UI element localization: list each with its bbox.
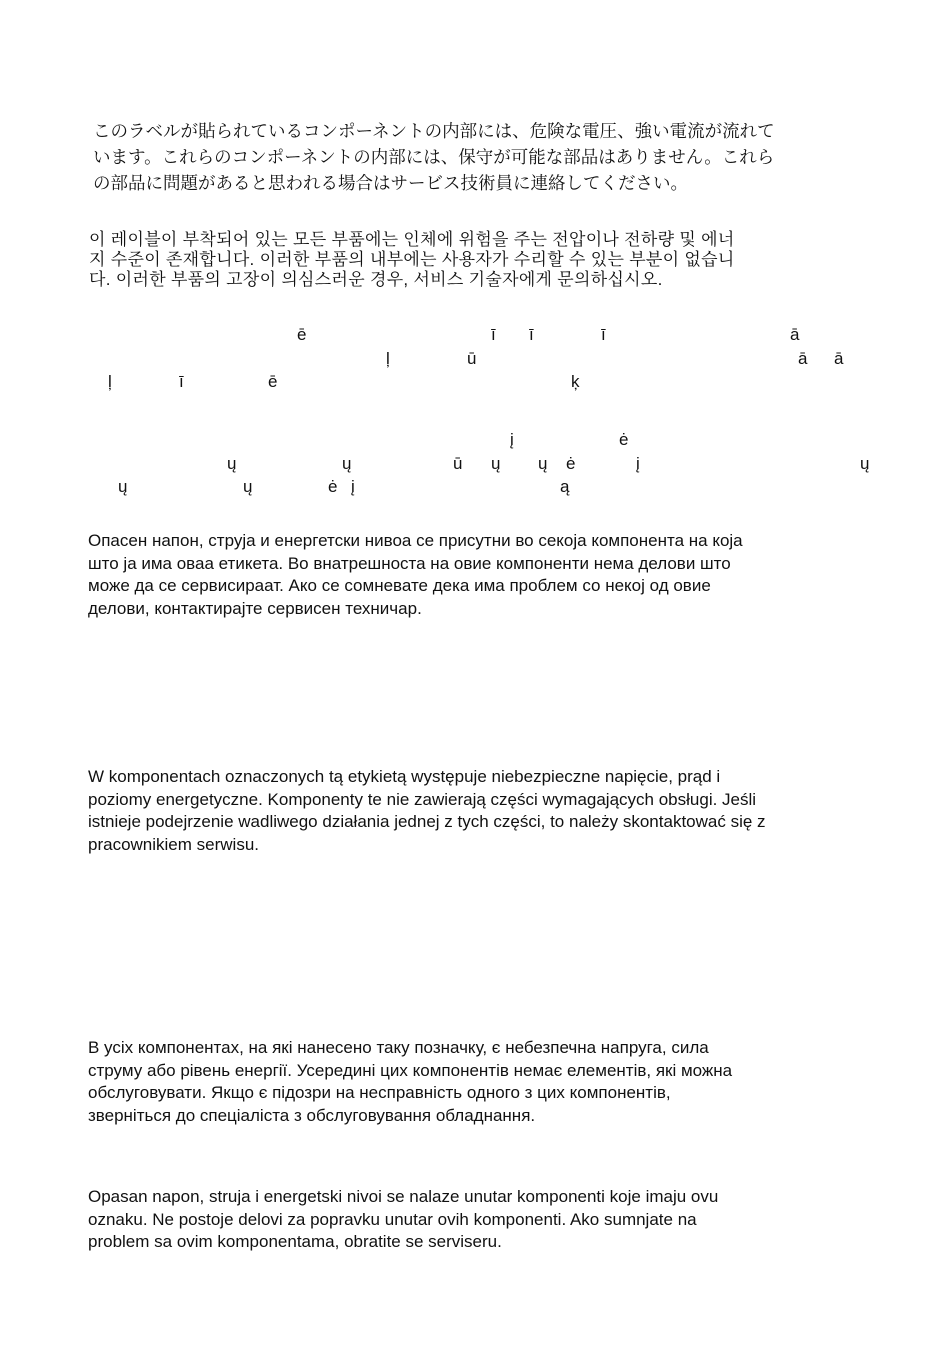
macedonian-line: може да се сервисираат. Ако се сомневате дека има проблем со некој од овие [88, 576, 711, 595]
latvian-char: ā [798, 349, 808, 368]
latvian-char: ē [297, 325, 307, 344]
lithuanian-char: ė [619, 430, 629, 449]
latvian-char: ī [491, 325, 496, 344]
lithuanian-char: ų [860, 454, 870, 473]
korean-warning-paragraph [89, 230, 879, 290]
latvian-char: ī [529, 325, 534, 344]
lithuanian-char: į [351, 477, 355, 496]
latvian-char: ē [268, 372, 278, 391]
ukrainian-line: обслуговувати. Якщо є підозри на несправність одного з цих компонентів, [88, 1083, 671, 1102]
korean-line: 다. 이러한 부품의 고장이 의심스러운 경우, 서비스 기술자에게 문의하십시오. [89, 270, 663, 289]
polish-line: W komponentach oznaczonych tą etykietą występuje niebezpieczne napięcie, prąd i [88, 767, 721, 786]
latvian-char: ķ [571, 372, 580, 391]
japanese-line: います。これらのコンポーネントの内部には、保守が可能な部品はありません。これら [93, 147, 775, 167]
latvian-char: ī [179, 372, 184, 391]
lithuanian-char: į [510, 430, 514, 449]
polish-line: poziomy energetyczne. Komponenty te nie zawierają części wymagających obsługi. Jeśli [88, 789, 757, 809]
lithuanian-char: ą [560, 477, 570, 496]
lithuanian-char: ų [342, 454, 352, 473]
lithuanian-char: ė [328, 477, 338, 496]
macedonian-line: Опасен напон, струја и енергетски нивоа се присутни во секоја компонента на која [88, 531, 743, 550]
lithuanian-char: ų [243, 477, 253, 496]
latvian-char: ļ [386, 349, 390, 368]
ukrainian-line: зверніться до спеціаліста з обслуговування обладнання. [88, 1105, 536, 1125]
korean-line: 지 수준이 존재합니다. 이러한 부품의 내부에는 사용자가 수리할 수 있는 부분이 없습니 [89, 250, 735, 269]
serbian-warning-paragraph [88, 1186, 878, 1254]
ukrainian-line: струму або рівень енергії. Усередині цих компонентів немає елементів, які можна [88, 1060, 733, 1080]
polish-warning-paragraph [88, 766, 878, 856]
serbian-line: Opasan napon, struja i energetski nivoi se nalaze unutar komponenti koje imaju ovu [88, 1187, 719, 1206]
lithuanian-char: ų [118, 477, 128, 496]
serbian-line: oznaku. Ne postoje delovi za popravku unutar ovih komponenti. Ako sumnjate na [88, 1209, 697, 1229]
macedonian-line: делови, контактирајте сервисен техничар. [88, 598, 422, 618]
japanese-line: の部品に問題があると思われる場合はサービス技術員に連絡してください。 [93, 173, 688, 193]
latvian-char: ā [834, 349, 844, 368]
japanese-line: このラベルが貼られているコンポーネントの内部には、危険な電圧、強い電流が流れて [93, 121, 775, 141]
lithuanian-char: į [636, 454, 640, 473]
lithuanian-char: ų [538, 454, 548, 473]
lithuanian-char: ū [453, 454, 463, 473]
lithuanian-char: ė [566, 454, 576, 473]
korean-line: 이 레이블이 부착되어 있는 모든 부품에는 인체에 위험을 주는 전압이나 전하량 및 에너 [89, 230, 735, 249]
latvian-char: ū [467, 349, 477, 368]
japanese-warning-paragraph [93, 118, 883, 196]
lithuanian-char: ų [227, 454, 237, 473]
ukrainian-line: В усіх компонентах, на які нанесено таку позначку, є небезпечна напруга, сила [88, 1038, 709, 1057]
latvian-char: ļ [108, 372, 112, 391]
ukrainian-warning-paragraph [88, 1037, 878, 1127]
macedonian-warning-paragraph [88, 530, 878, 620]
lithuanian-char: ų [491, 454, 501, 473]
latvian-char: ā [790, 325, 800, 344]
latvian-char: ī [601, 325, 606, 344]
macedonian-line: што ја има оваа етикета. Во внатрешноста на овие компоненти нема делови што [88, 553, 731, 573]
polish-line: istnieje podejrzenie wadliwego działania jednej z tych części, to należy skontaktować się z [88, 812, 766, 831]
serbian-line: problem sa ovim komponentama, obratite se serviseru. [88, 1232, 502, 1251]
polish-line: pracownikiem serwisu. [88, 834, 259, 854]
